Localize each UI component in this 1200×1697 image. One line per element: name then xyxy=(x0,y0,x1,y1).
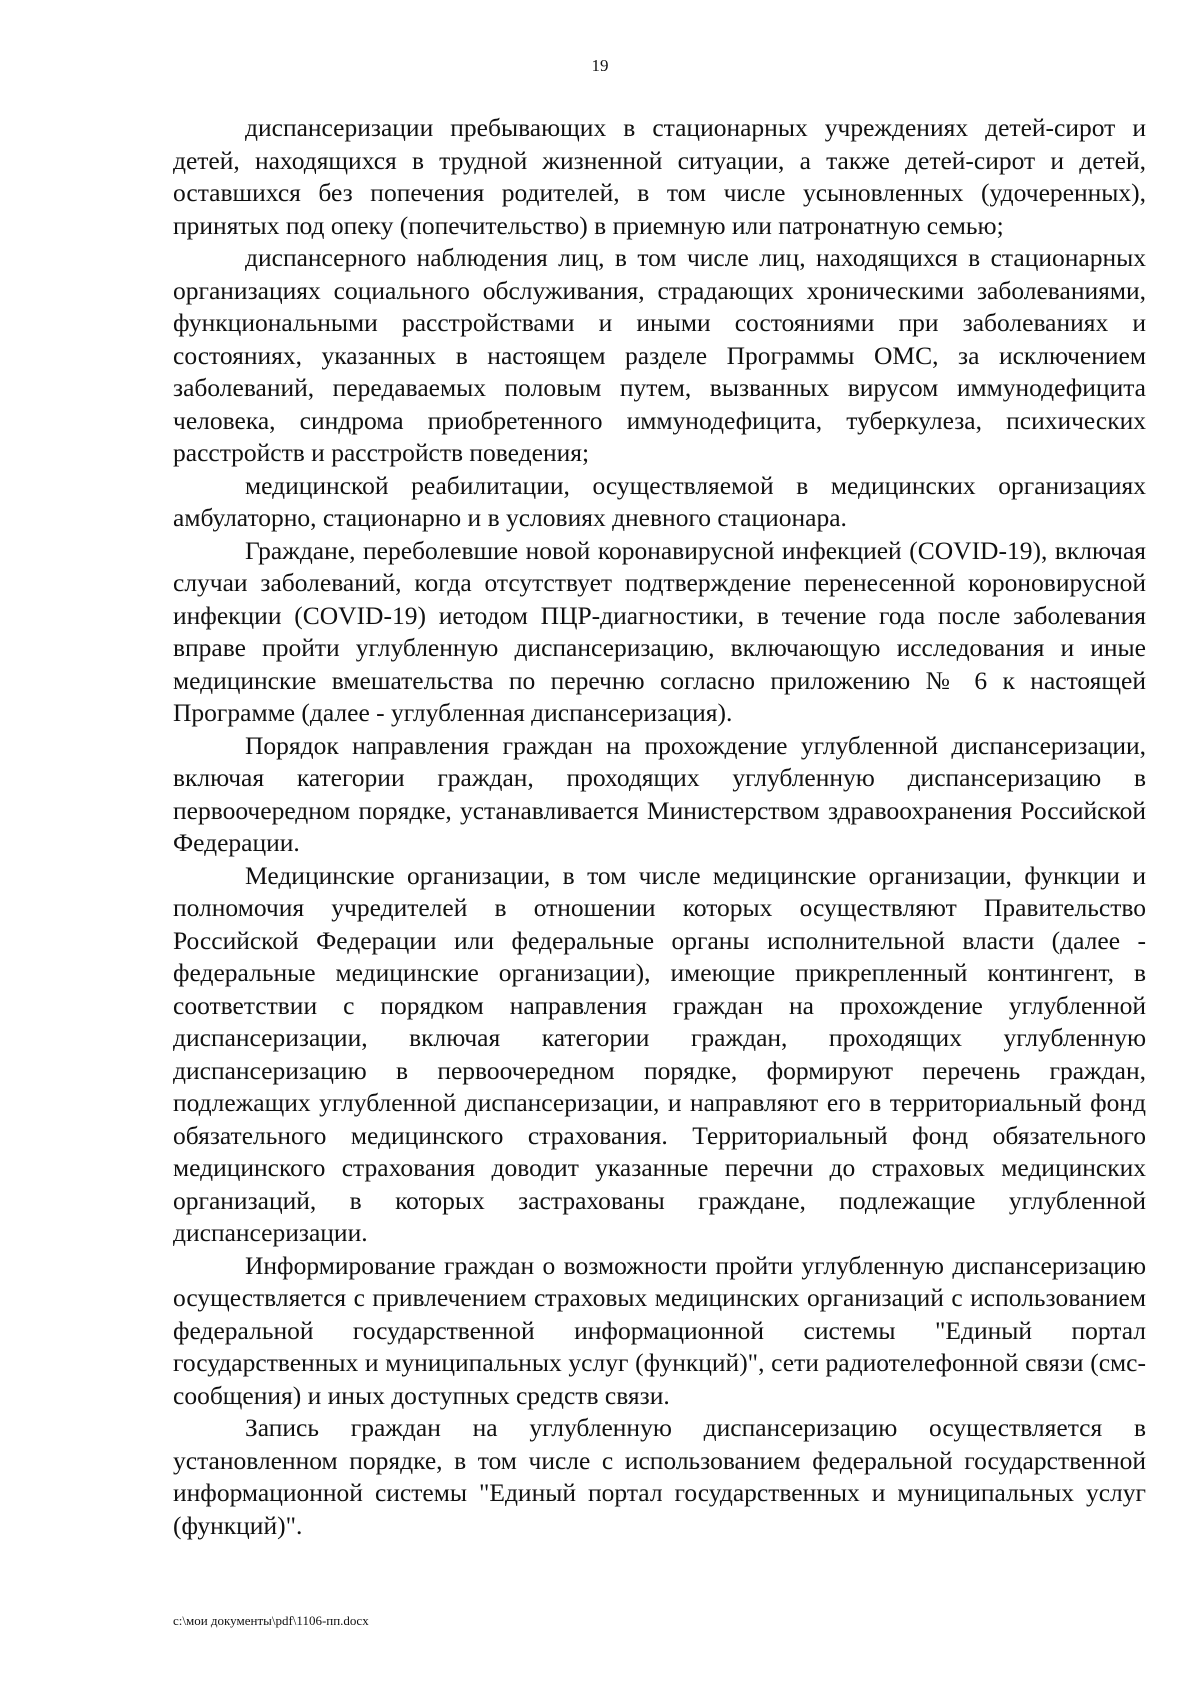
paragraph-2: диспансерного наблюдения лиц, в том числе лиц, находящихся в стационарных организациях социального обслуживания, страдающих хроническими заболеваниями, функциональными расстройствами и иными состояниями при заболеваниях и состояниях, указанных в настоящем разделе Программы ОМС, за исключением заболеваний, передаваемых половым путем, вызванных вирусом иммунодефицита человека, синдрома приобретенного иммунодефицита, туберкулеза, психических расстройств и расстройств поведения; xyxy=(173,243,1146,467)
paragraph-7: Информирование граждан о возможности пройти углубленную диспансеризацию осуществляется с привлечением страховых медицинских организаций с использованием федеральной государственной информационной системы "Единый портал государственных и муниципальных услуг (функций)", сети радиотелефонной связи (смс-сообщения) и иных доступных средств связи. xyxy=(173,1250,1146,1410)
paragraph-3: медицинской реабилитации, осуществляемой в медицинских организациях амбулаторно, стационарно и в условиях дневного стационара. xyxy=(173,470,1146,532)
paragraph-4: Граждане, переболевшие новой коронавирусной инфекцией (COVID-19), включая случаи заболеваний, когда отсутствует подтверждение перенесенной короновирусной инфекции (COVID-19) иетодом ПЦР-диагностики, в течение года после заболевания вправе пройти углубленную диспансеризацию, включающую исследования и иные медицинские вмешательства по перечню согласно приложению № 6 к настоящей Программе (далее - углубленная диспансеризация). xyxy=(173,535,1146,727)
paragraph-8: Запись граждан на углубленную диспансеризацию осуществляется в установленном порядке, в том числе с использованием федеральной государственной информационной системы "Единый портал государственных и муниципальных услуг (функций)". xyxy=(173,1413,1146,1540)
paragraph-5: Порядок направления граждан на прохождение углубленной диспансеризации, включая категории граждан, проходящих углубленную диспансеризацию в первоочередном порядке, устанавливается Министерством здравоохранения Российской Федерации. xyxy=(173,730,1146,857)
page-number: 19 xyxy=(591,56,609,75)
document-body xyxy=(173,112,1146,1542)
paragraph-1: диспансеризации пребывающих в стационарных учреждениях детей-сирот и детей, находящихся в трудной жизненной ситуации, а также детей-сирот и детей, оставшихся без попечения родителей, в том числе усыновленных (удочеренных), принятых под опеку (попечительство) в приемную или патронатную семью; xyxy=(173,113,1146,240)
file-path-footer: c:\мои документы\pdf\1106-пп.docx xyxy=(173,1613,369,1628)
paragraph-6: Медицинские организации, в том числе медицинские организации, функции и полномочия учредителей в отношении которых осуществляют Правительство Российской Федерации или федеральные органы исполнительной власти (далее - федеральные медицинские организации), имеющие прикрепленный контингент, в соответствии с порядком направления граждан на прохождение углубленной диспансеризации, включая категории граждан, проходящих углубленную диспансеризацию в первоочередном порядке, формируют перечень граждан, подлежащих углубленной диспансеризации, и направляют его в территориальный фонд обязательного медицинского страхования. Территориальный фонд обязательного медицинского страхования доводит указанные перечни до страховых медицинских организаций, в которых застрахованы граждане, подлежащие углубленной диспансеризации. xyxy=(173,860,1146,1247)
